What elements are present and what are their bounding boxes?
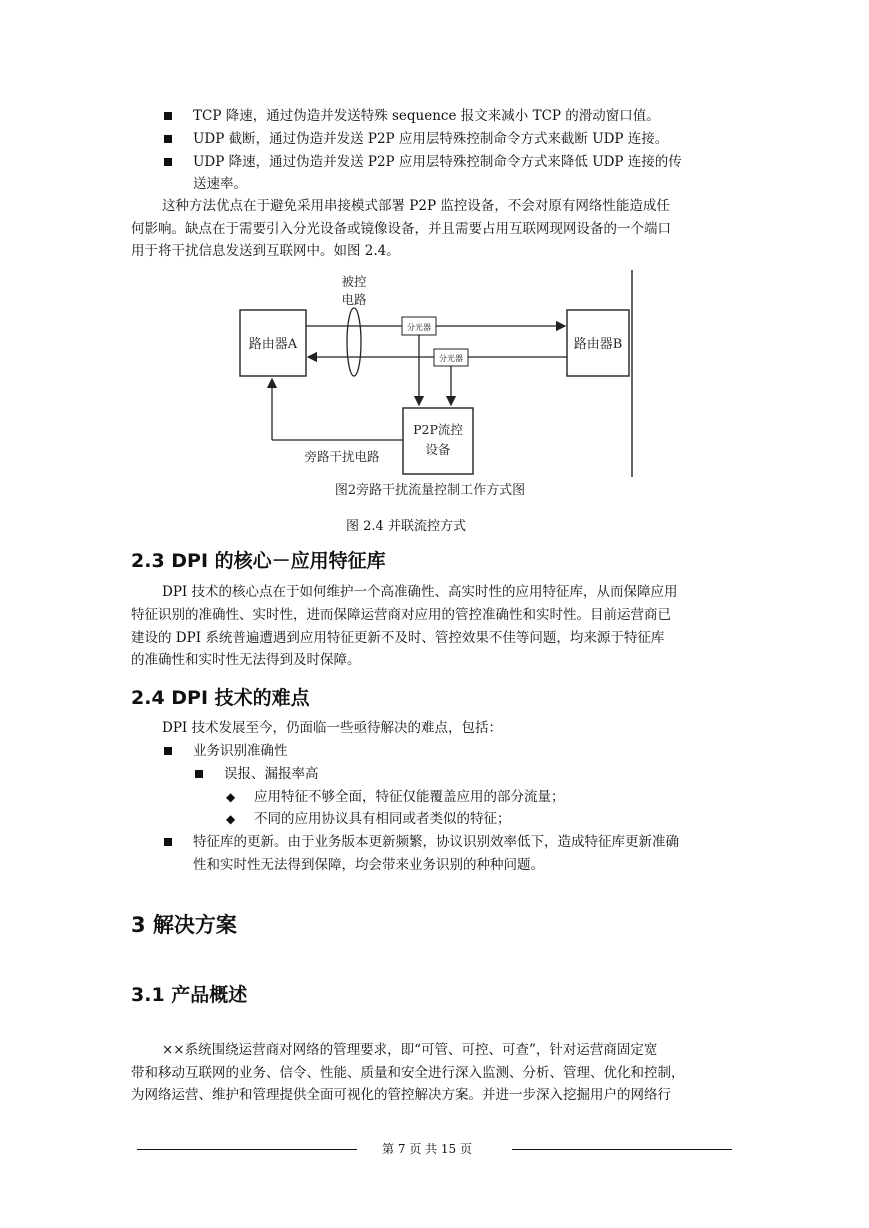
- p2p-device-label: P2P流控: [413, 422, 463, 437]
- diamond-item-features: 应用特征不够全面，特征仅能覆盖应用的部分流量；: [254, 789, 565, 805]
- figure-inner-caption: 图2旁路干扰流量控制工作方式图: [334, 483, 526, 498]
- circuit-ellipse: [347, 308, 361, 376]
- para-method-line: 用于将干扰信息发送到互联网中。如图 2.4。: [131, 243, 400, 259]
- bullet-udp-cutoff: UDP 截断，通过伪造并发送 P2P 应用层特殊控制命令方式来截断 UDP 连接。: [193, 131, 669, 147]
- para-method-line: 这种方法优点在于避免采用串接模式部署 P2P 监控设备，不会对原有网络性能造成任: [162, 198, 670, 214]
- p2p-device-box: [403, 408, 473, 474]
- footer-rule-left: [137, 1149, 357, 1150]
- bullet-square-icon: [164, 747, 172, 755]
- bullet-library-update: 特征库的更新。由于业务版本更新频繁，协议识别效率低下，造成特征库更新准确: [193, 834, 679, 850]
- section-2-3-line: DPI 技术的核心点在于如何维护一个高准确性、高实时性的应用特征库，从而保障应用: [162, 584, 678, 600]
- controlled-circuit-label: 电路: [341, 292, 367, 307]
- section-2-4-intro: DPI 技术发展至今，仍面临一些亟待解决的难点，包括：: [162, 720, 503, 736]
- router-a-label: 路由器A: [248, 337, 298, 352]
- bullet-library-update-cont: 性和实时性无法得到保障，均会带来业务识别的种种问题。: [193, 857, 544, 873]
- bullet-square-icon: [164, 112, 172, 120]
- section-heading: 3.1 产品概述: [131, 984, 248, 1006]
- p2p-device-label: 设备: [425, 442, 451, 457]
- section-2-3-line: 特征识别的准确性、实时性，进而保障运营商对应用的管控准确性和实时性。目前运营商已: [131, 607, 671, 623]
- bullet-square-icon: [164, 838, 172, 846]
- diamond-bullet-icon: ◆: [226, 790, 236, 804]
- footer-rule-right: [512, 1149, 732, 1150]
- splitter-2-label: 分光器: [439, 354, 463, 363]
- chapter-heading: 3 解决方案: [131, 913, 237, 937]
- page-number: 第 7 页 共 15 页: [382, 1142, 472, 1156]
- section-2-3-line: 的准确性和实时性无法得到及时保障。: [131, 652, 361, 668]
- sub-bullet-false-alarm: 误报、漏报率高: [224, 766, 319, 782]
- bypass-circuit-label: 旁路干扰电路: [304, 449, 380, 464]
- bullet-square-icon: [164, 135, 172, 143]
- bullet-udp-slowdown-cont: 送速率。: [193, 176, 247, 192]
- diamond-bullet-icon: ◆: [226, 812, 236, 826]
- figure-diagram: [230, 262, 650, 507]
- bullet-square-icon: [164, 158, 172, 166]
- section-heading: 2.3 DPI 的核心－应用特征库: [131, 550, 386, 572]
- bullet-tcp-slowdown: TCP 降速，通过伪造并发送特殊 sequence 报文来减小 TCP 的滑动窗口值。: [193, 108, 660, 124]
- splitter-1-label: 分光器: [407, 323, 431, 332]
- controlled-circuit-label: 被控: [341, 274, 367, 289]
- bullet-udp-slowdown: UDP 降速，通过伪造并发送 P2P 应用层特殊控制命令方式来降低 UDP 连接的传: [193, 154, 682, 170]
- diamond-item-protocols: 不同的应用协议具有相同或者类似的特征；: [254, 811, 511, 827]
- section-3-1-line: 带和移动互联网的业务、信令、性能、质量和安全进行深入监测、分析、管理、优化和控制，: [131, 1065, 685, 1081]
- section-heading: 2.4 DPI 技术的难点: [131, 687, 310, 709]
- router-b-label: 路由器B: [573, 337, 623, 352]
- bullet-accuracy: 业务识别准确性: [193, 743, 288, 759]
- bullet-square-icon: [195, 770, 203, 778]
- section-3-1-line: 为网络运营、维护和管理提供全面可视化的管控解决方案。并进一步深入挖掘用户的网络行: [131, 1087, 671, 1103]
- section-3-1-line: ××系统围绕运营商对网络的管理要求，即“可管、可控、可查”，针对运营商固定宽: [162, 1042, 658, 1058]
- para-method-line: 何影响。缺点在于需要引入分光设备或镜像设备，并且需要占用互联网现网设备的一个端口: [131, 221, 671, 237]
- figure-caption: 图 2.4 并联流控方式: [346, 519, 466, 534]
- section-2-3-line: 建设的 DPI 系统普遍遭遇到应用特征更新不及时、管控效果不佳等问题，均来源于特征库: [131, 630, 665, 646]
